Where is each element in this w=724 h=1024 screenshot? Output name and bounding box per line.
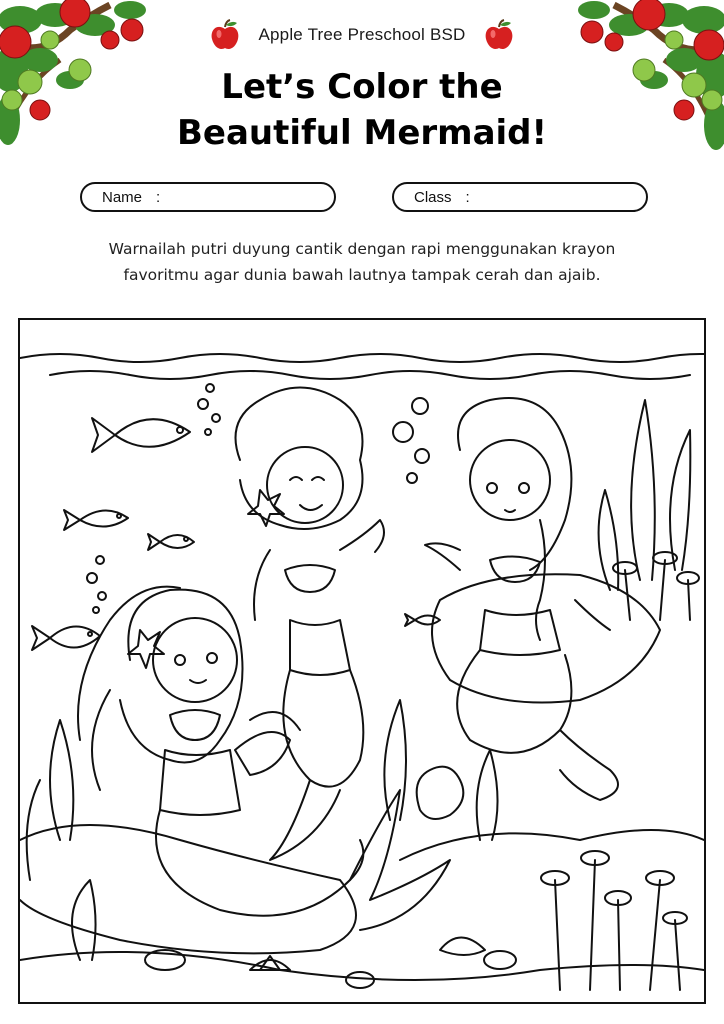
name-separator: : xyxy=(156,188,161,206)
rocks-and-seabed xyxy=(20,574,704,988)
mermaid-middle xyxy=(236,388,385,861)
instructions-text xyxy=(60,236,664,288)
mermaid-right xyxy=(425,398,618,800)
coral xyxy=(417,552,699,990)
class-separator: : xyxy=(465,188,470,206)
apple-icon xyxy=(210,19,240,51)
fish xyxy=(32,418,440,650)
mermaid-coloring-illustration xyxy=(20,320,704,1002)
instructions-line-2: favoritmu agar dunia bawah lautnya tampak cerah dan ajaib. xyxy=(123,266,601,284)
school-header xyxy=(0,18,724,52)
name-label: Name xyxy=(102,188,143,206)
mermaid-left xyxy=(78,587,450,930)
instructions-line-1: Warnailah putri duyung cantik dengan rapi menggunakan krayon xyxy=(108,240,616,258)
title-line-1: Let’s Color the xyxy=(221,67,503,107)
school-name: Apple Tree Preschool BSD xyxy=(258,25,466,44)
seashells xyxy=(250,938,485,971)
apple-icon xyxy=(484,19,514,51)
title-line-2: Beautiful Mermaid! xyxy=(176,113,548,153)
class-label: Class xyxy=(414,188,452,206)
name-field[interactable] xyxy=(80,182,336,212)
class-field[interactable] xyxy=(392,182,648,212)
seaweed xyxy=(27,400,691,960)
page-title xyxy=(0,64,724,156)
water-surface xyxy=(20,354,704,379)
coloring-picture-frame xyxy=(18,318,706,1004)
